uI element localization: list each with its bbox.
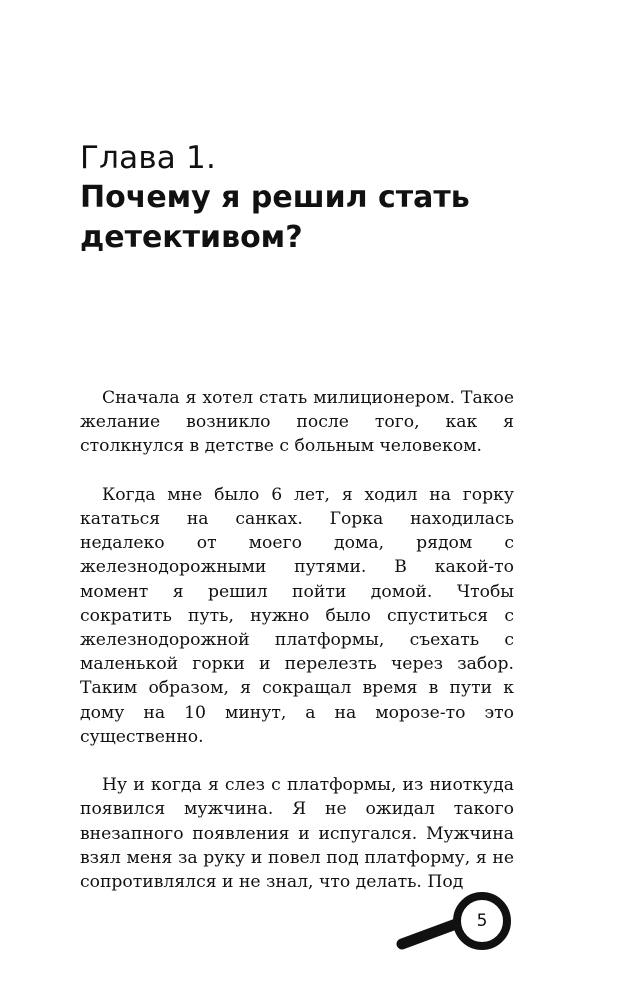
page-number: 5 xyxy=(476,911,488,931)
paragraph-1: Сначала я хотел стать милиционером. Такое желание возникло после того, как я столкнулся в детстве с больным человеком. xyxy=(80,388,514,457)
chapter-title-line-2: детективом? xyxy=(80,220,303,255)
chapter-heading xyxy=(80,138,560,258)
paragraph-3: Ну и когда я слез с платформы, из ниоткуда появился мужчина. Я не ожидал такого внезапного появления и испугался. Мужчина взял меня за руку и повел под платформу, я не сопротивлялся и не знал, что делать. Под xyxy=(80,775,514,893)
chapter-title xyxy=(80,178,560,258)
paragraph-2: Когда мне было 6 лет, я ходил на горку кататься на санках. Горка находилась недалеко от моего дома, рядом с железнодорожными путями. В какой-то момент я решил пойти домой. Чтобы сократить путь, нужно было спуститься с железнодорожной платформы, съехать с маленькой горки и перелезть через забор. Таким образом, я сокращал время в пути к дому на 10 минут, а на морозе-то это существенно. xyxy=(80,484,514,747)
body-text xyxy=(80,386,514,918)
magnifier-handle xyxy=(402,924,456,944)
chapter-title-line-1: Почему я решил стать xyxy=(80,180,470,215)
chapter-label: Глава 1. xyxy=(80,140,217,176)
